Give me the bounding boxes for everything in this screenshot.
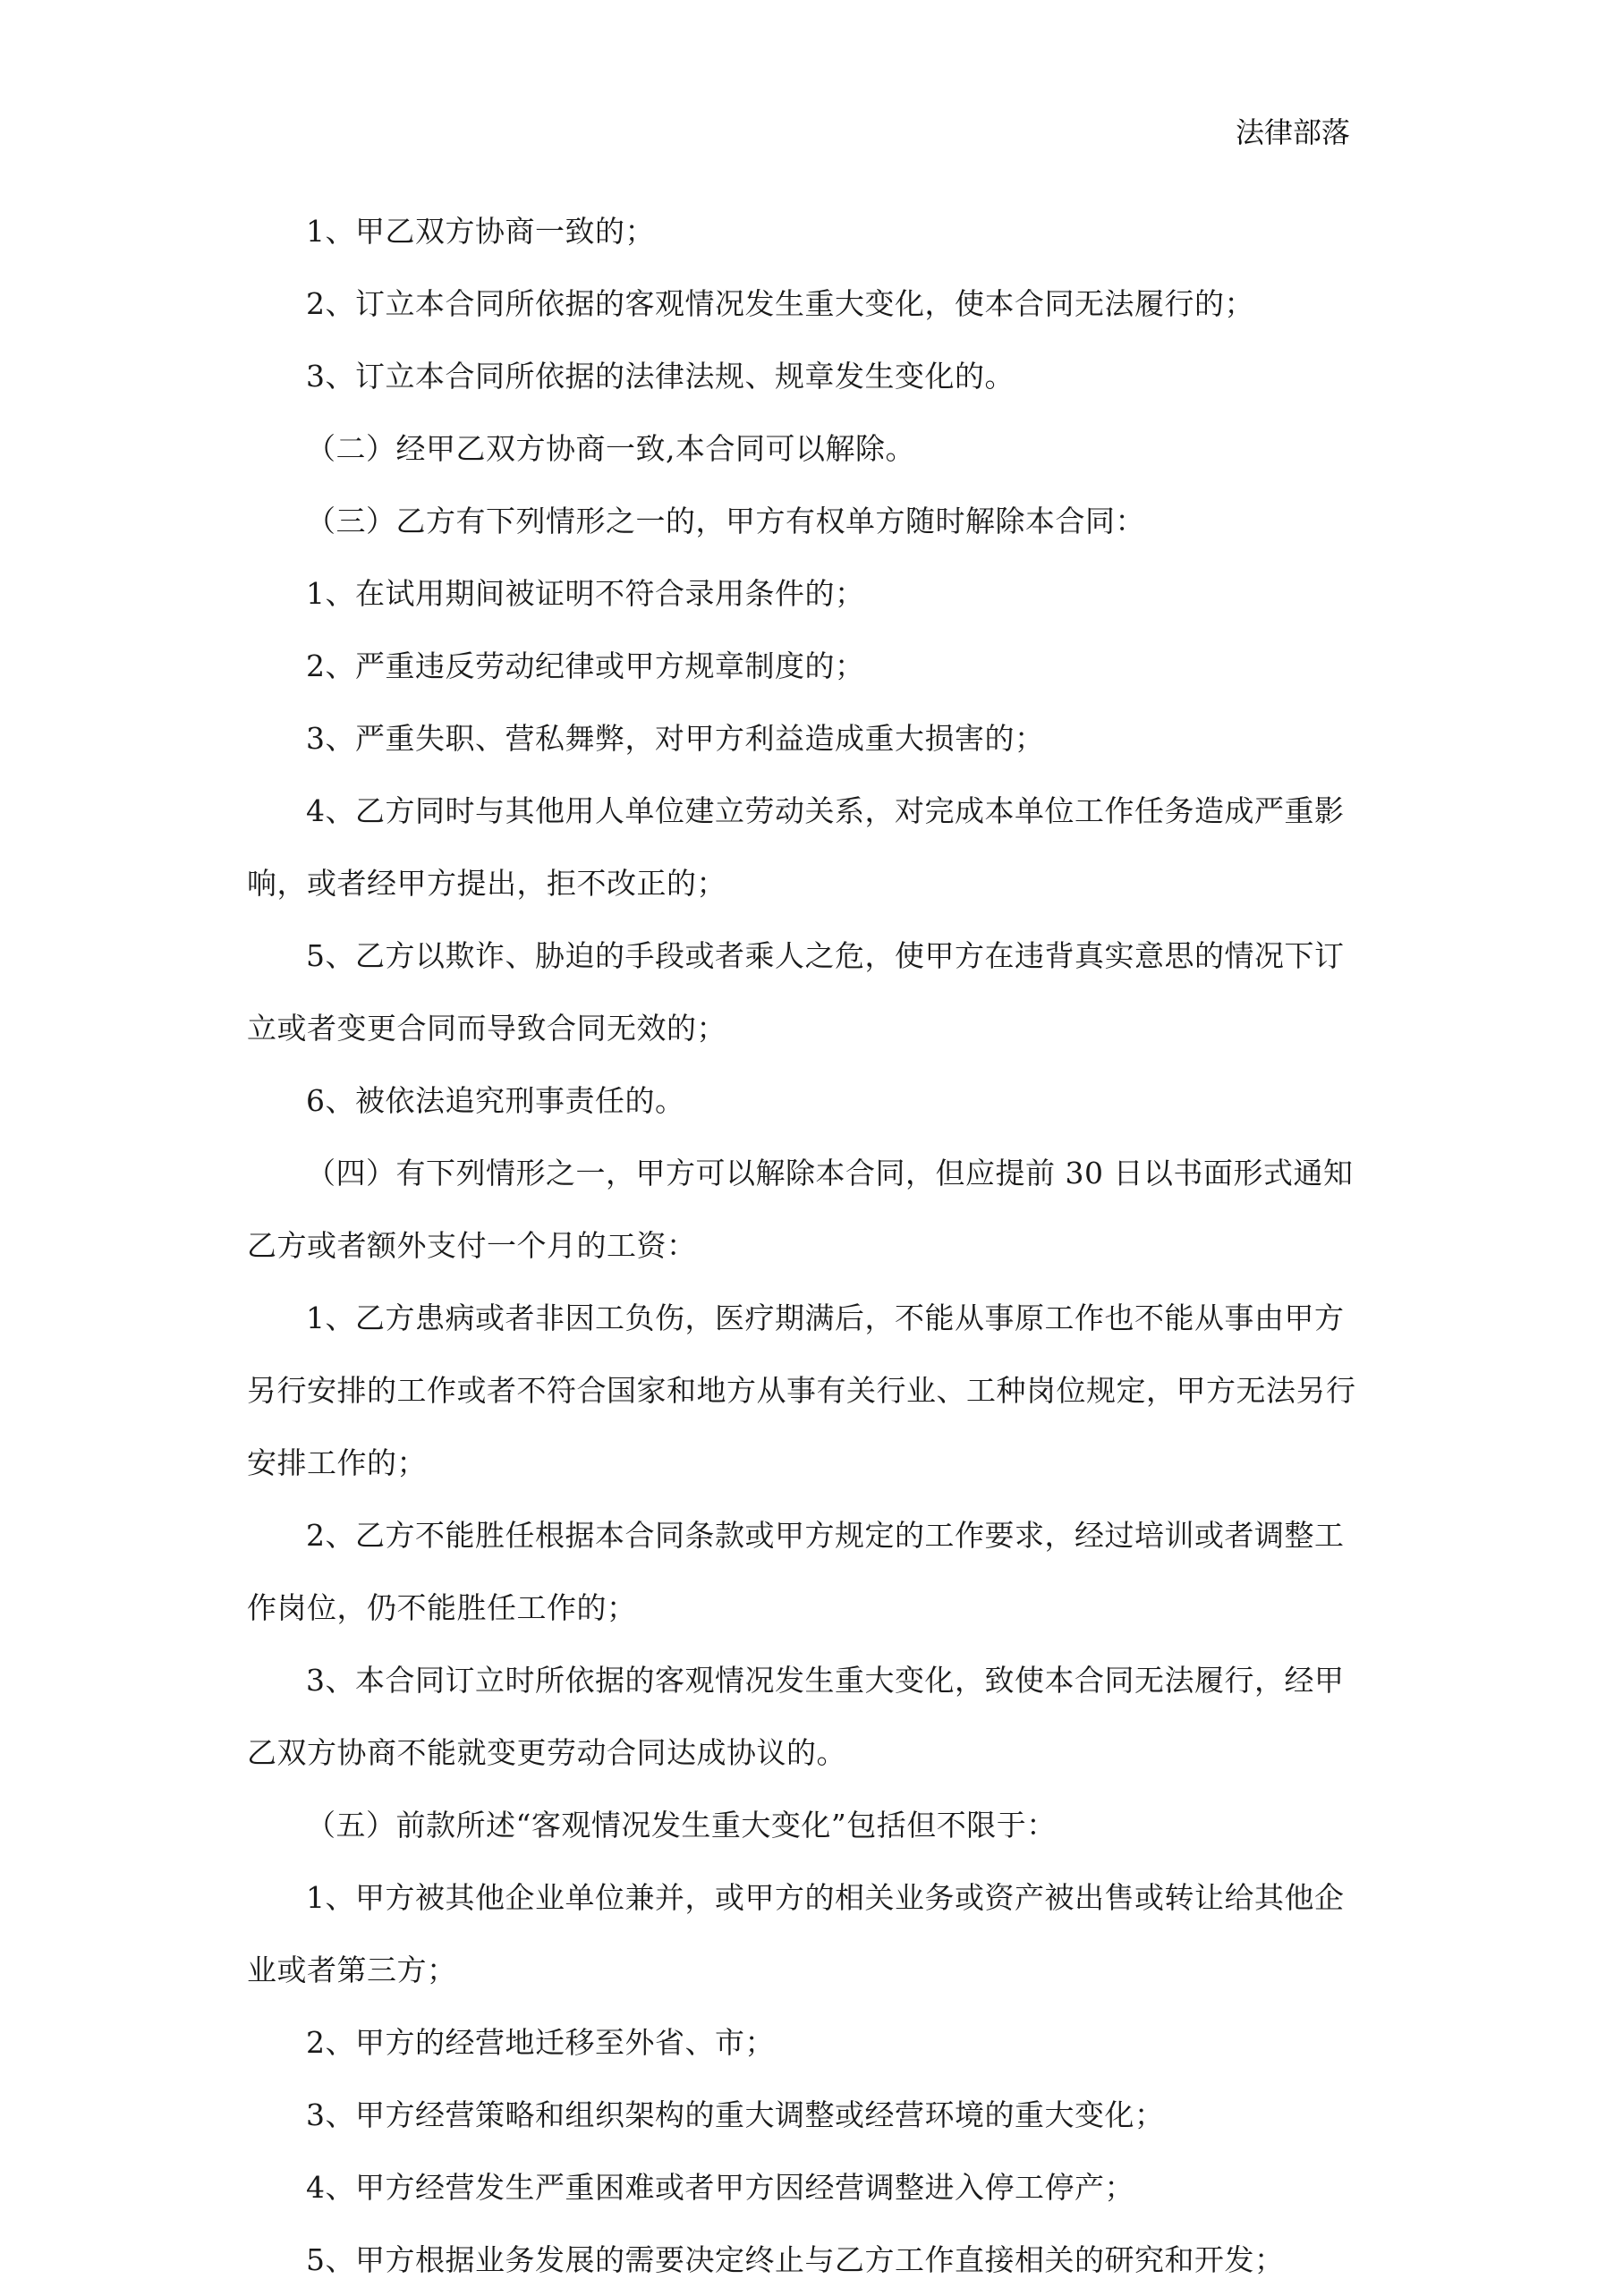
paragraph-6: 1、在试用期间被证明不符合录用条件的； (306, 576, 865, 611)
paragraph-21: 5、甲方根据业务发展的需要决定终止与乙方工作直接相关的研究和开发； (306, 2242, 1285, 2277)
paragraph-3: 3、订立本合同所依据的法律法规、规章发生变化的。 (306, 359, 1015, 394)
paragraph-16: （五）前款所述“客观情况发生重大变化”包括但不限于： (306, 1808, 1057, 1843)
paragraph-12: （四）有下列情形之一，甲方可以解除本合同，但应提前 30 日以书面形式通知乙方或者额外支付一个月的工资： (247, 1156, 1354, 1263)
paragraph-14: 2、乙方不能胜任根据本合同条款或甲方规定的工作要求，经过培训或者调整工作岗位，仍不能胜任工作的； (247, 1518, 1345, 1625)
paragraph-19: 3、甲方经营策略和组织架构的重大调整或经营环境的重大变化； (306, 2097, 1165, 2132)
paragraph-7: 2、严重违反劳动纪律或甲方规章制度的； (306, 648, 865, 683)
paragraph-8: 3、严重失职、营私舞弊，对甲方利益造成重大损害的； (306, 721, 1045, 756)
document-body (247, 195, 1356, 2296)
paragraph-5: （三）乙方有下列情形之一的，甲方有权单方随时解除本合同： (306, 504, 1145, 538)
paragraph-15: 3、本合同订立时所依据的客观情况发生重大变化，致使本合同无法履行，经甲乙双方协商不能就变更劳动合同达成协议的。 (247, 1663, 1345, 1770)
paragraph-10: 5、乙方以欺诈、胁迫的手段或者乘人之危，使甲方在违背真实意思的情况下订立或者变更合同而导致合同无效的； (247, 938, 1345, 1046)
paragraph-17: 1、甲方被其他企业单位兼并，或甲方的相关业务或资产被出售或转让给其他企业或者第三方； (247, 1880, 1345, 1987)
paragraph-2: 2、订立本合同所依据的客观情况发生重大变化，使本合同无法履行的； (306, 286, 1254, 321)
paragraph-13: 1、乙方患病或者非因工负伤，医疗期满后，不能从事原工作也不能从事由甲方另行安排的工作或者不符合国家和地方从事有关行业、工种岗位规定，甲方无法另行安排工作的； (247, 1301, 1356, 1480)
paragraph-18: 2、甲方的经营地迁移至外省、市； (306, 2025, 775, 2060)
paragraph-1: 1、甲乙双方协商一致的； (306, 214, 655, 249)
paragraph-9: 4、乙方同时与其他用人单位建立劳动关系，对完成本单位工作任务造成严重影响，或者经甲方提出，拒不改正的； (247, 793, 1345, 901)
paragraph-20: 4、甲方经营发生严重困难或者甲方因经营调整进入停工停产； (306, 2170, 1134, 2205)
header-brand: 法律部落 (1235, 115, 1350, 149)
paragraph-11: 6、被依法追究刑事责任的。 (306, 1083, 685, 1118)
paragraph-4: （二）经甲乙双方协商一致,本合同可以解除。 (306, 431, 915, 466)
